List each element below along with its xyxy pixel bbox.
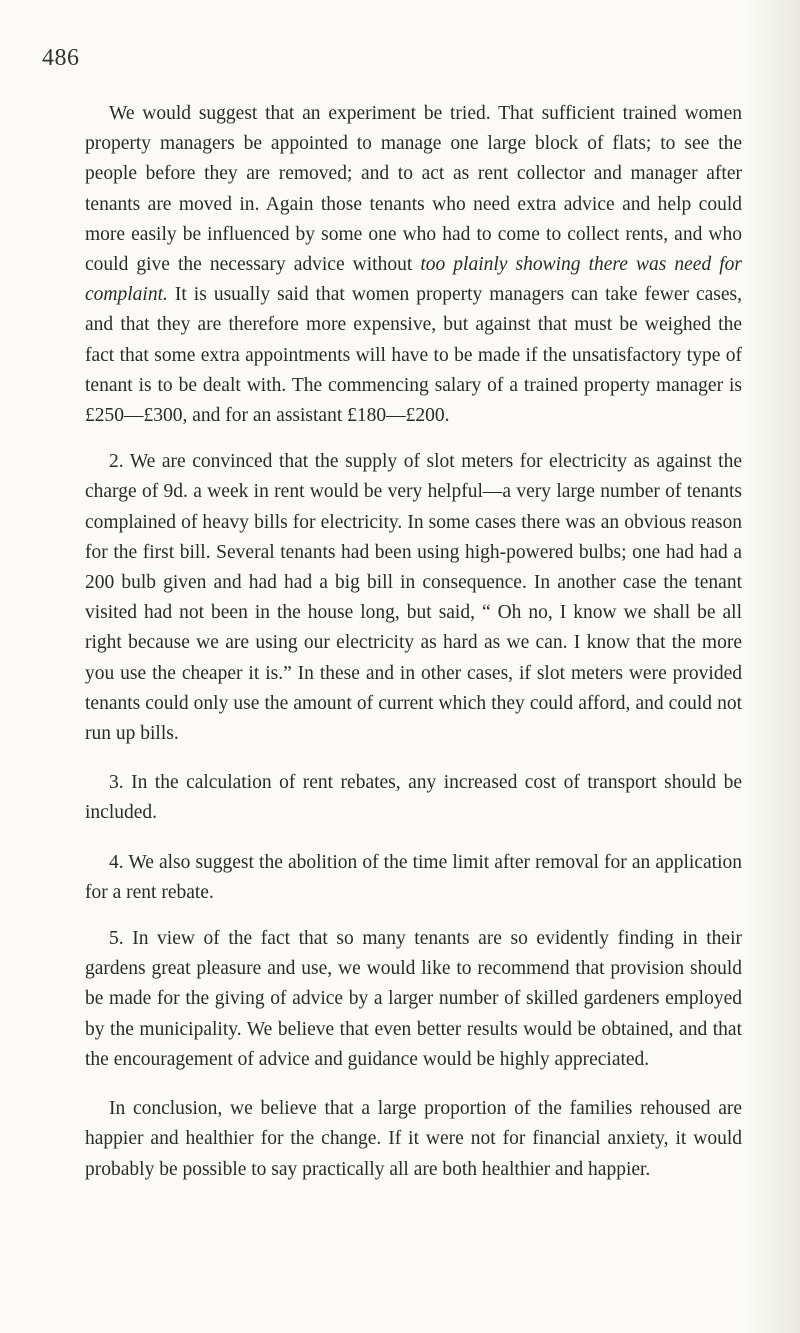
page-number: 486 <box>42 45 80 71</box>
paragraph-conclusion: In conclusion, we believe that a large proportion of the families rehoused are happier and healthier for the change. If it were not for financial anxiety, it would probably be possible to say practically all are both healthier and happier. <box>85 1098 742 1180</box>
paragraph-slot-meters: 2. We are convinced that the supply of slot meters for electricity as against the charge of 9d. a week in rent would be very helpful—a very large number of tenants complained of heavy bills for electricity. In some cases there was an obvious reason for the first bill. Several tenants had been using high-powered bulbs; one had had a 200 bulb given and had had a big bill in consequence. In another case the tenant visited had not been in the house long, but said, “ Oh no, I know we shall be all right because we are using our electricity as hard as we can. I know that the more you use the cheaper it is.” In these and in other cases, if slot meters were provided tenants could only use the amount of current which they could afford, and could not run up bills. <box>85 451 742 745</box>
paragraph-gardeners: 5. In view of the fact that so many tenants are so evidently finding in their gardens great pleasure and use, we would like to recommend that provision should be made for the giving of advice by a larger number of skilled gardeners employed by the municipality. We believe that even better results would be obtained, and that the encouragement of advice and guidance would be highly appreciated. <box>85 928 742 1070</box>
paragraph-experiment-text-start: We would suggest that an experiment be tried. That sufficient trained women property managers be appointed to manage one large block of flats; to see the people before they are removed; and to act as rent collector and manager after tenants are moved in. Again those tenants who need extra advice and help could more easily be influenced by some one who had to come to collect rents, and who could give the necessary advice without <box>85 103 742 276</box>
paragraph-experiment-text-end: It is usually said that women property managers can take fewer cases, and that they are therefore more expensive, but against that must be weighed the fact that some extra appointments will have to be made if the unsatisfactory type of tenant is to be dealt with. The commencing salary of a trained property manager is £250—£300, and for an assistant £180—£200. <box>85 284 742 427</box>
paragraph-rent-rebates: 3. In the calculation of rent rebates, any increased cost of transport should be included. <box>85 772 742 824</box>
paragraph-experiment <box>85 99 742 431</box>
paragraph-experiment-italic: too plainly showing there was need for complaint. <box>85 254 743 306</box>
paragraph-time-limit: 4. We also suggest the abolition of the time limit after removal for an application for a rent rebate. <box>85 851 742 903</box>
body-text <box>85 99 742 1185</box>
